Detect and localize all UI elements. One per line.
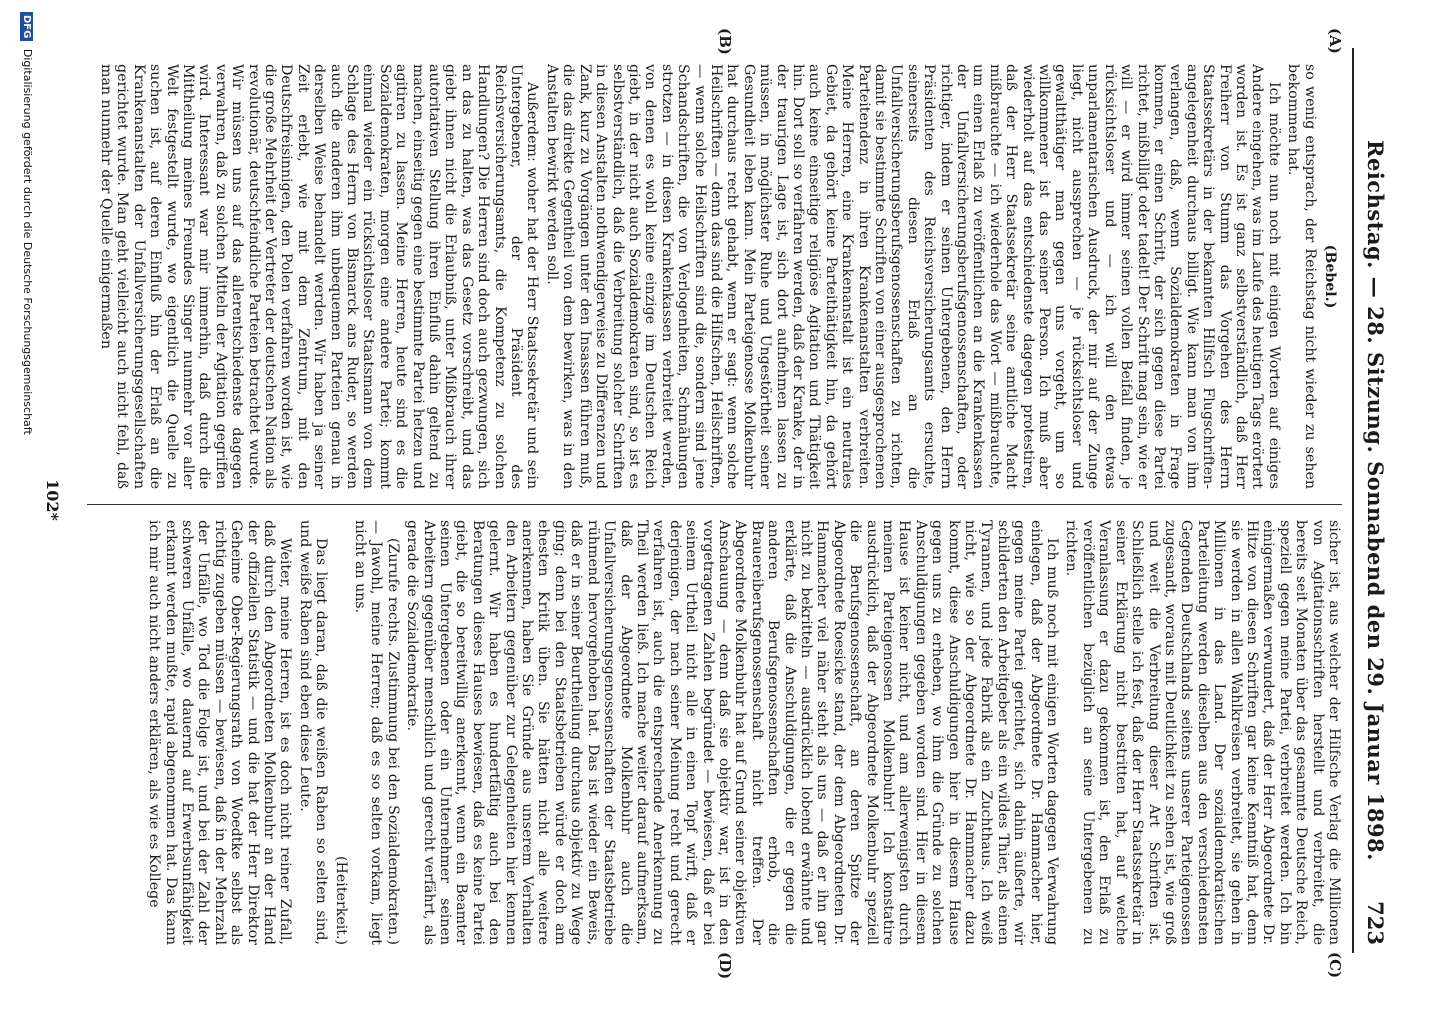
- folio-number: 102*: [43, 479, 62, 521]
- margin-marker-c: (C): [1326, 952, 1344, 979]
- dfg-logo: DFG: [20, 12, 33, 41]
- margin-marker-d: (D): [716, 952, 734, 980]
- margin-marker-a: (A): [1326, 28, 1344, 54]
- margin-marker-b: (B): [716, 28, 734, 55]
- right-text-column: [87, 520, 1342, 945]
- digitization-note: Digitalisierung gefördert durch die Deutsche Forschungsgemeinschaft: [21, 48, 34, 435]
- interjection: (Zurufe rechts. Zustimmung bei den Sozialdemokraten.) — Jawohl, meine Herren; daß es so selten vorkam, liegt nicht an uns.: [352, 520, 401, 945]
- page-header: [1352, 48, 1388, 953]
- paragraph: Außerdem: woher hat der Herr Staatssekretär und sein Untergebener, der Präsident des Reichsversicherungsamts, die Kompetenz zu solchen Handlungen? Die Herren sind doch auch gezwungen, sich an das zu halten, was das Gesetz vorschreibt, und das giebt ihnen nicht die Erlaubniß, unter Mißbrauch ihrer autoritativen Stellung ihren Einfluß dahin geltend zu machen, einseitig gegen eine bestimmte Partei hetzen und agitiren zu lassen. Meine Herren, heute sind es die Sozialdemokraten, morgen eine andere Partei; kommt einmal wieder ein rücksichtsloser Staatsmann von dem Schlage des Herrn von Bismarck ans Ruder, so werden auch die anderen ihm unbequemen Parteien genau in derselben Weise behandelt werden. Wir haben ja seiner Zeit erlebt, wie mit dem Zentrum, mit den Deutschfreisinnigen, den Polen verfahren worden ist, wie die große Mehrheit der Vertreter der deutschen Nation als revolutionär, deutschfeindliche Parteien betrachtet wurde. Wir müssen uns auf das allerentschiedenste dagegen verwahren, daß zu solchen Mitteln der Agitation gegriffen wird. Interessant war mir immerhin, daß durch die Mittheilung meines Freundes Singer nunmehr vor aller Welt festgestellt wurde, wo eigentlich die Quelle zu suchen ist, auf deren Einfluß hin der Erlaß an die Krankenanstalten der Unfallversicherungsgesellschaften gerichtet wurde. Man geht vielleicht auch nicht fehl, daß man nunmehr der Quelle einigermaßen: [97, 64, 541, 489]
- page-number: 723: [1363, 901, 1388, 945]
- interjection-heiterkeit: (Heiterkeit.): [332, 856, 349, 945]
- paragraph: Ich muß noch mit einigen Worten dagegen Verwahrung einlegen, daß der Abgeordnete Dr. Hammacher hier, gegen meine Partei gerichtet, sich dahin äußerte, wir schilderten den Arbeitgeber als ein wildes Thier, als einen Tyrannen, und jede Fabrik als ein Zuchthaus. Ich weiß nicht, wie so der Abgeordnete Dr. Hammacher dazu kommt, diese Anschuldigungen hier in diesem Hause gegen uns zu erheben, wo ihm die Gründe zu solchen Anschuldigungen gegeben worden sind. Hier in diesem Hause ist keiner nicht, und am allerwenigsten durch meinen Parteigenossen Molkenbuhr! Ich konstatire ausdrücklich, daß der Abgeordnete Molkenbuhr speziell die Berufsgenossenschaft, an deren Spitze der Abgeordnete Roesicke stand, der dem Abgeordneten Dr. Hammacher viel näher steht als uns — daß er ihn gar nicht zu bekritteln — ausdrücklich lobend erwähnte und erklärte, daß die Anschuldigungen, die er gegen die anderen Berufsgenossenschaften erhob, die Brauereiberufsgenossenschaft nicht treffen. Der Abgeordnete Molkenbuhr hat auf Grund seiner objektiven Anschauung — denn daß sie objektiv war, ist in den vorgetragenen Zahlen begründet — bewiesen, daß er bei seinem Urtheil nicht alle in einen Topf wirft, daß er derjenigen, der nach seiner Meinung recht und gerecht verfahren ist, auch die entsprechende Anerkennung zu Theil werden ließ. Ich mache weiter darauf aufmerksam, daß der Abgeordnete Molkenbuhr auch die Unfallversicherungsgenossenschaften der Staatsbetriebe rühmend hervorgehoben hat. Das ist wieder ein Beweis, daß er in seiner Beurtheilung durchaus objektiv zu Wege ging; denn bei den Staatsbetrieben würde er doch am ehesten Kritik üben. Sie hätten nicht alle weitere anerkennen, haben Sie Gründe aus unserem Verhalten den Arbeitern gegenüber zur Gelegenheiten hier kennen gelernt. Wir haben es hundertfältig auch bei den Beratungen dieses Hauses bewiesen, daß es keine Partei giebt, die so bereitwillig anerkennt, wenn ein Beamter seinen Untergebenen oder ein Unternehmer seinen Arbeitern gegenüber menschlich und gerecht verfährt, als gerade die Sozialdemokratie.: [404, 520, 1061, 945]
- speaker-name: (Bebel.): [1322, 244, 1338, 309]
- paragraph: Ich möchte nun noch mit einigen Worten auf einiges Andere eingehen, was im Laufe des heutigen Tags erörtert worden ist. Es ist ganz selbstverständlich, daß Herr Freiherr von Stumm das Vorgehen des Herrn Staatssekretärs in der bekannten Hilfsch Flugschriften-angelegenheit durchaus billigt. Wie kann man von ihm verlangen, daß, wenn Sozialdemokraten in Frage kommen, er einen Schritt, der sich gegen diese Partei richtet, mißbilligt oder tadelt! Der Schritt mag sein, wie er will — er wird immer seinen vollen Beifall finden, je rücksichtsloser und — ich will den etwas unparlamentarischen Ausdruck, der mir auf der Zunge liegt, nicht aussprechen — je rücksichtsloser und gewaltthätiger man gegen uns vorgeht, um so willkommener ist das seiner Person. Ich muß aber wiederholt auf das entschiedenste dagegen protestiren, daß der Herr Staatssekretär seine amtliche Macht mißbrauchte — ich wiederhole das Wort — mißbrauchte, um einen Erlaß zu veröffentlichen an die Krankenkassen der Unfallversicherungsberufsgenossenschaften, oder richtiger, indem er seinen Untergebenen, den Herrn Präsidenten des Reichsversicherungsamts ersuchte, seinerseits diesen Erlaß an die Unfallversicherungsberufsgenossenschaften zu richten, damit sie bestimmte Schriften von einer ausgesprochenen Parteitendenz in ihren Krankenanstalten verbreiten. Meine Herren, eine Krankenanstalt ist ein neutrales Gebiet, da gehört keine Parteithätigkeit hin, da gehört auch keine einseitige religiöse Agitation und Thätigkeit hin. Dort soll so verfahren werden, daß der Kranke, der in der traurigen Lage ist, sich dort aufnehmen lassen zu müssen, in möglichster Ruhe und Ungestörtheit seiner Gesundheit leben kann. Mein Parteigenosse Molkenbuhr hat durchaus recht gehabt, wenn er sagt: wenn solche Heilschriften — denn das sind die Hilfschen, Heilschriften, — wenn solche Heilschriften sind die, sondern sind jene Schandschriften, die von Verlogenheiten, Schmähungen strotzen — in diesen Krankenkassen verbreitet werden, von denen es wohl keine einzige im Deutschen Reich giebt, in der nicht auch Sozialdemokraten sind, so ist es selbstverständlich, daß die Verbreitung solcher Schriften in diesen Anstalten nothwendigerweise zu Differenzen und Zank, kurz zu Vorgängen unter den Insassen führen muß, die das direkte Gegentheil von dem bewirken, was in den Anstalten bewirkt werden soll.: [543, 64, 1282, 489]
- column-divider: [87, 504, 1342, 505]
- left-text-column: [87, 64, 1342, 489]
- digitization-credit: [14, 0, 34, 1012]
- paragraph: so wenig entsprach, der Reichstag nicht wieder zu sehen bekommen hat.: [1285, 64, 1318, 489]
- paragraph: sicher ist, aus welcher der Hilfsche Verlag die Millionen von Agitationsschriften herstellt und verbreitet, die bereits seit Monaten über das gesammte Deutsche Reich, speziell gegen meine Partei, verbreitet werden. Ich bin einigermaßen verwundert, daß der Herr Abgeordnete Dr. Hitze von diesen Schriften gar keine Kenntniß hat, denn sie werden in allen Wahlkreisen verbreitet, sie gehen in Millionen in das Land. Der sozialdemokratischen Parteileitung werden dieselben aus den verschiedensten Gegenden Deutschlands seitens unserer Parteigenossen zugesandt, woraus mit Deutlichkeit zu sehen ist, wie groß und weit die Verbreitung dieser Art Schriften ist. Schließlich stelle ich fest, daß der Herr Staatssekretär in seiner Erklärung nicht bestritten hat, auf welche Veranlassung er dazu gekommen ist, den Erlaß zu veröffentlichen bezüglich an seine Untergebenen zu richten.: [1063, 520, 1342, 945]
- paragraph: Weiter, meine Herren, ist es doch nicht reiner Zufall, daß durch den Abgeordneten Molkenbuhr an der Hand der offiziellen Statistik — und die hat der Herr Direktor Geheime Ober-Regierungsrath von Woedtke selbst als richtig zugeben müssen — bewiesen, daß in der Mehrzahl der Unfälle, wo Tod die Folge ist, und bei der Zahl der schweren Unfälle, wo dauernd auf Erwerbsunfähigkeit erkannt werden mußte, rapid abgenommen hat. Das kann ich mir auch nicht anders erklären, als wie es Kollege: [146, 520, 294, 945]
- paragraph: Das liegt daran, daß die weißen Raben so selten sind, und weiße Raben sind eben diese Leute.: [296, 520, 330, 945]
- page-running-title: Reichstag. — 28. Sitzung. Sonnabend den 29. Januar 1898.: [1363, 140, 1388, 861]
